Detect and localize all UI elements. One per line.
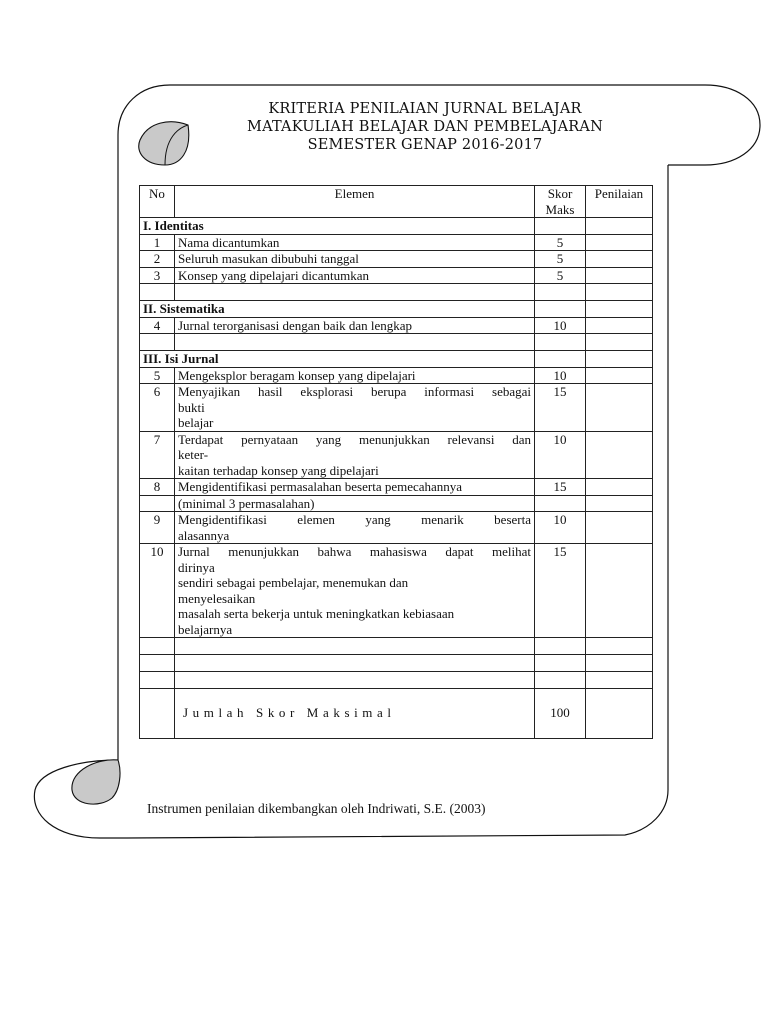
section-heading: III. Isi Jurnal <box>140 351 535 368</box>
elemen-line: Konsep yang dipelajari dicantumkan <box>178 267 369 283</box>
row-elemen <box>175 512 535 544</box>
empty-cell <box>586 284 653 301</box>
elemen-line: Menyajikan hasil eksplorasi berupa informasi sebagai <box>178 384 531 399</box>
empty-cell <box>535 638 586 655</box>
row-no: 8 <box>140 479 175 496</box>
row-elemen <box>175 367 535 384</box>
table-row <box>140 251 653 268</box>
table-row <box>140 367 653 384</box>
row-skor: 10 <box>535 512 586 544</box>
penilaian-cell[interactable] <box>586 479 653 496</box>
row-no: 9 <box>140 512 175 544</box>
elemen-line: Jurnal terorganisasi dengan baik dan lengkap <box>178 317 413 333</box>
elemen-line: menyelesaikan <box>178 590 256 606</box>
penilaian-cell[interactable] <box>586 267 653 284</box>
table-row <box>140 512 653 544</box>
table-row <box>140 495 653 512</box>
blank-row <box>140 284 653 301</box>
penilaian-cell[interactable] <box>586 495 653 512</box>
empty-cell <box>586 334 653 351</box>
section-row <box>140 301 653 318</box>
penilaian-cell[interactable] <box>586 512 653 544</box>
table-row <box>140 317 653 334</box>
penilaian-cell[interactable] <box>586 351 653 368</box>
section-heading: I. Identitas <box>140 218 535 235</box>
table-row <box>140 234 653 251</box>
footer-credit: Instrumen penilaian dikembangkan oleh Indriwati, S.E. (2003) <box>147 801 486 816</box>
table-row <box>140 544 653 638</box>
header-maks: Maks <box>545 201 575 217</box>
row-elemen <box>175 495 535 512</box>
empty-cell <box>535 334 586 351</box>
blank-row <box>140 638 653 655</box>
empty-cell <box>140 672 175 689</box>
elemen-line: masalah serta bekerja untuk meningkatkan kebiasaan <box>178 606 455 621</box>
row-elemen <box>175 544 535 638</box>
row-elemen <box>175 251 535 268</box>
row-skor: 10 <box>535 317 586 334</box>
empty-cell <box>175 284 535 301</box>
row-no: 6 <box>140 384 175 432</box>
document-title <box>190 100 660 154</box>
empty-cell <box>535 218 586 235</box>
row-elemen <box>175 431 535 479</box>
empty-cell <box>535 351 586 368</box>
title-line-2: MATAKULIAH BELAJAR DAN PEMBELAJARAN <box>247 119 603 135</box>
header-skor-maks <box>535 186 586 218</box>
row-elemen <box>175 267 535 284</box>
penilaian-cell[interactable] <box>586 689 653 739</box>
row-elemen <box>175 234 535 251</box>
penilaian-cell[interactable] <box>586 317 653 334</box>
table-body <box>140 218 653 739</box>
penilaian-cell[interactable] <box>586 301 653 318</box>
empty-cell <box>535 301 586 318</box>
elemen-line: dirinya <box>178 559 215 575</box>
title-line-3: SEMESTER GENAP 2016-2017 <box>307 137 543 153</box>
table-header-row <box>140 186 653 218</box>
penilaian-cell[interactable] <box>586 218 653 235</box>
empty-cell <box>586 638 653 655</box>
elemen-line: Mengidentifikasi permasalahan beserta pemecahannya <box>178 479 463 494</box>
row-elemen <box>175 479 535 496</box>
row-no: 1 <box>140 234 175 251</box>
table-row <box>140 384 653 432</box>
header-elemen: Elemen <box>175 186 535 218</box>
section-row <box>140 218 653 235</box>
row-skor <box>535 495 586 512</box>
elemen-line: Jurnal menunjukkan bahwa mahasiswa dapat melihat <box>178 544 531 559</box>
empty-cell <box>140 638 175 655</box>
table-row <box>140 479 653 496</box>
penilaian-cell[interactable] <box>586 251 653 268</box>
penilaian-cell[interactable] <box>586 384 653 432</box>
empty-cell <box>535 655 586 672</box>
elemen-line: (minimal 3 permasalahan) <box>178 495 315 511</box>
blank-row <box>140 672 653 689</box>
section-row <box>140 351 653 368</box>
empty-cell <box>140 655 175 672</box>
row-no: 5 <box>140 367 175 384</box>
empty-cell <box>586 655 653 672</box>
empty-cell <box>535 284 586 301</box>
elemen-line: belajarnya <box>178 621 233 637</box>
criteria-table <box>139 185 653 739</box>
elemen-line: kaitan terhadap konsep yang dipelajari <box>178 462 379 478</box>
blank-row <box>140 655 653 672</box>
empty-cell <box>175 638 535 655</box>
row-no <box>140 495 175 512</box>
row-no: 10 <box>140 544 175 638</box>
table-row <box>140 267 653 284</box>
elemen-line: Terdapat pernyataan yang menunjukkan relevansi dan <box>178 431 531 447</box>
elemen-line: sendiri sebagai pembelajar, menemukan dan <box>178 575 409 590</box>
row-no: 7 <box>140 431 175 479</box>
row-skor: 15 <box>535 384 586 432</box>
penilaian-cell[interactable] <box>586 544 653 638</box>
empty-cell <box>586 672 653 689</box>
elemen-line: Seluruh masukan dibubuhi tanggal <box>178 251 359 266</box>
row-elemen <box>175 317 535 334</box>
empty-cell <box>140 689 175 739</box>
row-no: 2 <box>140 251 175 268</box>
table-row <box>140 431 653 479</box>
row-skor: 10 <box>535 367 586 384</box>
header-skor: Skor <box>547 186 573 201</box>
empty-cell <box>175 672 535 689</box>
row-skor: 15 <box>535 479 586 496</box>
total-label: Jumlah Skor Maksimal <box>175 689 535 739</box>
penilaian-cell[interactable] <box>586 431 653 479</box>
row-skor: 15 <box>535 544 586 638</box>
row-no: 4 <box>140 317 175 334</box>
empty-cell <box>175 334 535 351</box>
row-skor: 10 <box>535 431 586 479</box>
header-no: No <box>140 186 175 218</box>
penilaian-cell[interactable] <box>586 234 653 251</box>
elemen-line: alasannya <box>178 527 230 543</box>
header-penilaian: Penilaian <box>586 186 653 218</box>
penilaian-cell[interactable] <box>586 367 653 384</box>
elemen-line: Mengeksplor beragam konsep yang dipelajari <box>178 367 416 383</box>
title-line-1: KRITERIA PENILAIAN JURNAL BELAJAR <box>268 101 582 117</box>
elemen-line: belajar <box>178 415 214 430</box>
section-heading: II. Sistematika <box>140 301 535 318</box>
row-elemen <box>175 384 535 432</box>
row-skor: 5 <box>535 267 586 284</box>
elemen-line: Mengidentifikasi elemen yang menarik beserta <box>178 512 531 527</box>
total-row <box>140 689 653 739</box>
row-skor: 5 <box>535 251 586 268</box>
empty-cell <box>175 655 535 672</box>
elemen-line: bukti <box>178 399 205 415</box>
row-no: 3 <box>140 267 175 284</box>
blank-row <box>140 334 653 351</box>
elemen-line: keter- <box>178 447 209 462</box>
empty-cell <box>140 334 175 351</box>
empty-cell <box>535 672 586 689</box>
row-skor: 5 <box>535 234 586 251</box>
empty-cell <box>140 284 175 301</box>
total-value: 100 <box>535 689 586 739</box>
elemen-line: Nama dicantumkan <box>178 234 280 250</box>
